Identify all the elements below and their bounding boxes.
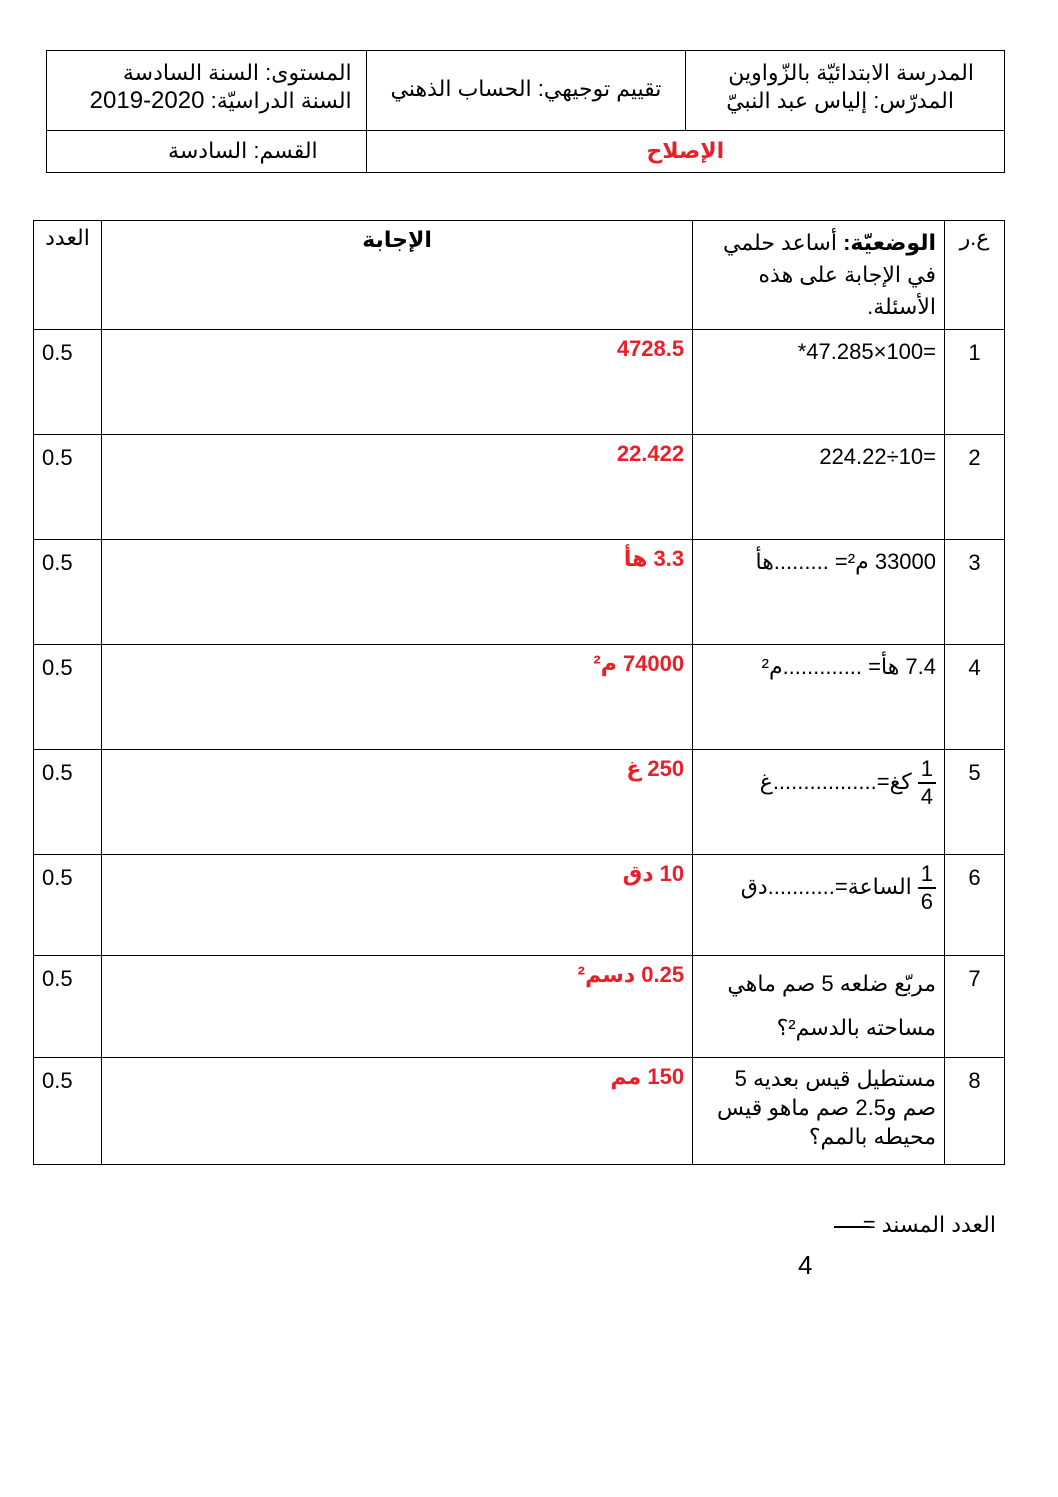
row-score: 0.5 xyxy=(34,330,102,435)
answer-header: الإجابة xyxy=(101,221,692,330)
row-score: 0.5 xyxy=(34,855,102,956)
row-score: 0.5 xyxy=(34,540,102,645)
year-label: السنة الدراسيّة: xyxy=(210,88,352,113)
table-row xyxy=(34,750,1005,855)
row-question: $\frac{1}{4}$ كغ=.................غ xyxy=(693,750,945,855)
row-answer: 10 دق xyxy=(101,855,692,956)
school-name: المدرسة الابتدائيّة بالزّواوين xyxy=(728,60,974,85)
correction-title: الإصلاح xyxy=(646,138,725,163)
assigned-score-label: العدد المسند = xyxy=(862,1212,996,1237)
row-score: 0.5 xyxy=(34,750,102,855)
row-question: *47.285×100= xyxy=(693,330,945,435)
table-row xyxy=(34,435,1005,540)
questions-table xyxy=(33,220,1005,1165)
row-answer: 74000 م² xyxy=(101,645,692,750)
row-question: $\frac{1}{6}$ الساعة=...........دق xyxy=(693,855,945,956)
row-answer: 4728.5 xyxy=(101,330,692,435)
score-header: العدد xyxy=(34,221,102,330)
row-question: مربّع ضلعه 5 صم ماهي مساحته بالدسم²؟ xyxy=(693,956,945,1058)
row-score: 0.5 xyxy=(34,435,102,540)
row-answer: 3.3 هأ xyxy=(101,540,692,645)
row-question: 224.22÷10= xyxy=(693,435,945,540)
correction-cell xyxy=(366,131,1004,173)
row-number: 8 xyxy=(945,1058,1005,1165)
score-fraction-line xyxy=(834,1226,870,1228)
row-score: 0.5 xyxy=(34,956,102,1058)
row-answer: 22.422 xyxy=(101,435,692,540)
row-answer: 0.25 دسم² xyxy=(101,956,692,1058)
row-score: 0.5 xyxy=(34,645,102,750)
row-number: 4 xyxy=(945,645,1005,750)
situation-header: الوضعيّة: أساعد حلمي في الإجابة على هذه الأسئلة. xyxy=(693,221,945,330)
table-row xyxy=(34,1058,1005,1165)
row-score: 0.5 xyxy=(34,1058,102,1165)
evaluation-cell xyxy=(366,51,686,131)
table-header-row xyxy=(34,221,1005,330)
row-number: 5 xyxy=(945,750,1005,855)
row-number: 6 xyxy=(945,855,1005,956)
level-year-cell xyxy=(47,51,367,131)
row-question: 33000 م²= .........هأ xyxy=(693,540,945,645)
row-number: 7 xyxy=(945,956,1005,1058)
table-row xyxy=(34,956,1005,1058)
row-number: 1 xyxy=(945,330,1005,435)
num-header: ع.ر xyxy=(945,221,1005,330)
evaluation-title: تقييم توجيهي: الحساب الذهني xyxy=(390,76,662,101)
fraction: $\frac{1}{4}$ xyxy=(918,756,936,810)
section-cell xyxy=(47,131,367,173)
year-value: 2019-2020 xyxy=(89,87,205,114)
table-row xyxy=(34,645,1005,750)
table-row xyxy=(34,330,1005,435)
table-row xyxy=(34,540,1005,645)
section-text: القسم: السادسة xyxy=(168,138,318,163)
row-number: 2 xyxy=(945,435,1005,540)
score-denominator: 4 xyxy=(798,1250,813,1280)
table-row xyxy=(34,855,1005,956)
year-line xyxy=(61,87,352,115)
fraction: $\frac{1}{6}$ xyxy=(918,861,936,915)
row-answer: 150 مم xyxy=(101,1058,692,1165)
school-cell xyxy=(686,51,1005,131)
row-question: 7.4 هأ= .............م² xyxy=(693,645,945,750)
row-question: مستطيل قيس بعديه 5 صم و2.5 صم ماهو قيس محيطه بالمم؟ xyxy=(693,1058,945,1165)
row-number: 3 xyxy=(945,540,1005,645)
header-table xyxy=(46,50,1005,173)
row-answer: 250 غ xyxy=(101,750,692,855)
teacher-name: المدرّس: إلياس عبد النبيّ xyxy=(726,88,954,113)
level-text: المستوى: السنة السادسة xyxy=(122,60,352,85)
